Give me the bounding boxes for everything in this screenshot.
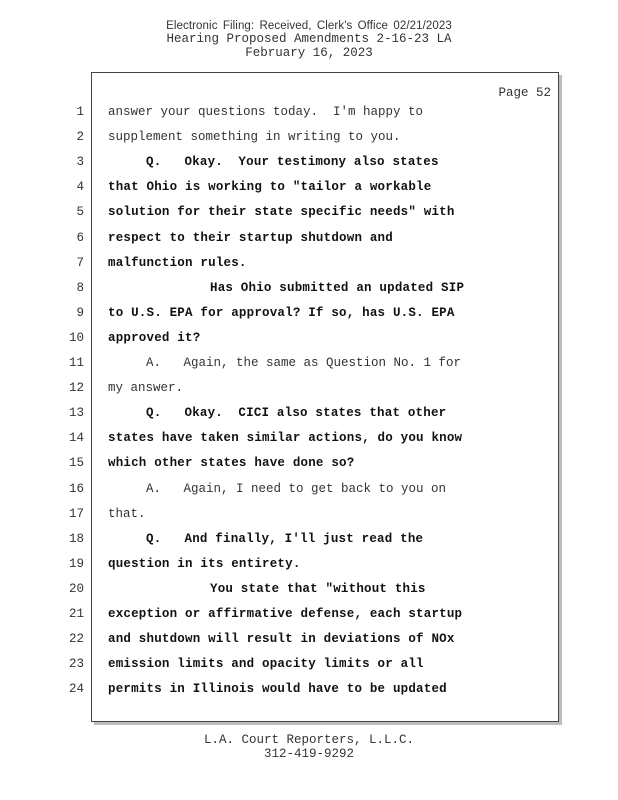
reporter-phone: 312-419-9292 — [263, 747, 354, 761]
transcript-page — [91, 72, 559, 722]
line-number: 5 — [76, 205, 84, 220]
transcript-line: to U.S. EPA for approval? If so, has U.S. EPA — [108, 305, 455, 320]
line-number: 2 — [76, 130, 84, 145]
transcript-line: that. — [108, 506, 146, 521]
line-number: 15 — [68, 456, 84, 471]
line-number: 23 — [68, 657, 84, 672]
transcript-line: Q. Okay. Your testimony also states — [146, 155, 439, 170]
transcript-line: Q. Okay. CICI also states that other — [146, 406, 447, 421]
line-number: 19 — [68, 556, 84, 571]
transcript-line: my answer. — [108, 381, 184, 396]
transcript-line: Has Ohio submitted an updated SIP — [210, 280, 465, 295]
page-number: Page 52 — [498, 86, 551, 100]
line-number: 18 — [68, 531, 84, 546]
transcript-line: emission limits and opacity limits or all — [108, 657, 424, 672]
line-number: 14 — [68, 431, 84, 446]
transcript-title: Hearing Proposed Amendments 2-16-23 LA — [166, 32, 452, 46]
transcript-line: malfunction rules. — [108, 255, 247, 270]
line-number: 8 — [76, 280, 84, 295]
transcript-line: Q. And finally, I'll just read the — [146, 531, 424, 546]
reporter-company: L.A. Court Reporters, L.L.C. — [203, 733, 415, 747]
line-number: 12 — [68, 381, 84, 396]
line-number: 7 — [76, 255, 84, 270]
line-number: 9 — [76, 305, 84, 320]
transcript-line: approved it? — [108, 330, 201, 345]
transcript-line: respect to their startup shutdown and — [108, 230, 393, 245]
document-footer — [0, 733, 618, 761]
transcript-line: permits in Illinois would have to be updated — [108, 682, 447, 697]
transcript-date: February 16, 2023 — [245, 46, 373, 60]
line-number: 21 — [68, 607, 84, 621]
transcript-line: A. Again, the same as Question No. 1 for — [146, 356, 462, 370]
line-number: 16 — [68, 481, 84, 496]
filing-stamp: Electronic Filing: Received, Clerk's Office 02/21/2023 — [166, 20, 452, 32]
document-header — [0, 20, 618, 60]
transcript-line: You state that "without this — [210, 581, 426, 596]
line-number: 11 — [68, 356, 84, 370]
transcript-line: which other states have done so? — [108, 456, 355, 471]
transcript-line: question in its entirety. — [108, 556, 301, 571]
line-number: 4 — [76, 180, 84, 195]
line-number: 10 — [68, 330, 84, 345]
transcript-line: that Ohio is working to "tailor a workable — [108, 180, 432, 195]
transcript-line: answer your questions today. I'm happy to — [108, 105, 424, 119]
transcript-line: supplement something in writing to you. — [108, 130, 401, 145]
line-number: 17 — [68, 506, 84, 521]
line-number: 3 — [76, 155, 84, 170]
line-number: 20 — [68, 581, 84, 596]
transcript-line: A. Again, I need to get back to you on — [146, 481, 447, 496]
transcript-line: and shutdown will result in deviations of NOx — [108, 632, 455, 647]
transcript-line: states have taken similar actions, do you know — [108, 431, 463, 446]
transcript-line: solution for their state specific needs" with — [108, 205, 455, 220]
line-number: 6 — [76, 230, 84, 245]
line-number: 1 — [76, 105, 84, 119]
transcript-line: exception or affirmative defense, each startup — [108, 607, 463, 621]
line-number: 24 — [68, 682, 84, 697]
line-number: 13 — [68, 406, 84, 421]
line-number: 22 — [68, 632, 84, 647]
